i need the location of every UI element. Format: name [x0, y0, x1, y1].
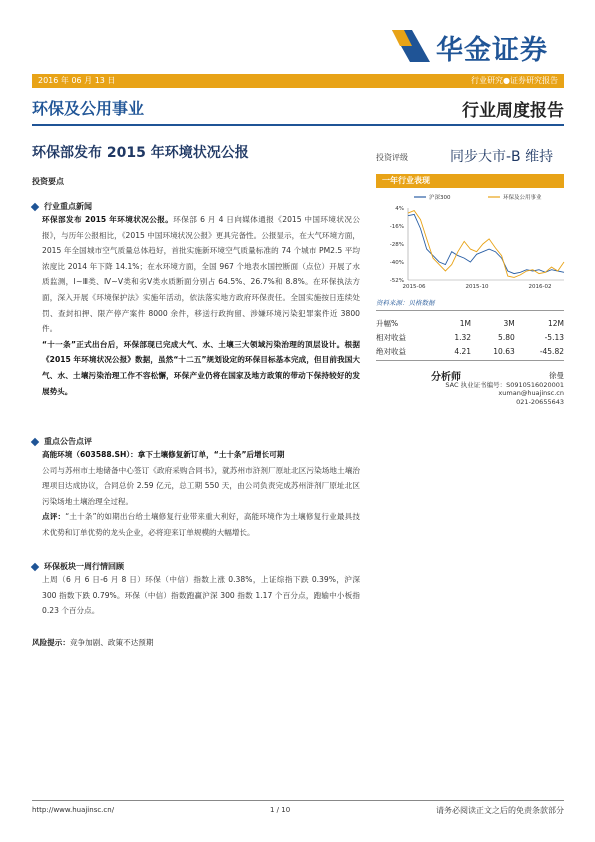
table-cell: -45.82: [539, 346, 564, 356]
table-cell: 10.63: [493, 346, 515, 356]
returns-table: [376, 316, 564, 358]
logo-mark-icon: [390, 26, 432, 64]
table-cell: 1M: [459, 318, 472, 328]
key-points-label: 投资要点: [32, 177, 64, 186]
rating-value: 同步大市-B 维持: [450, 149, 554, 165]
analyst-sac: SAC 执业证书编号：S0910516020001: [445, 381, 564, 389]
table-header-row: [376, 316, 564, 330]
section-body: [42, 447, 360, 541]
section-heading: 重点公告点评: [32, 436, 92, 447]
y-tick-label: -52%: [389, 278, 404, 284]
section-heading: 环保板块一周行情回顾: [32, 561, 124, 572]
rating-label: 投资评级: [376, 153, 408, 162]
y-tick-label: -16%: [389, 224, 404, 230]
logo-text: 华金证券: [436, 35, 548, 66]
table-cell: 4.21: [454, 346, 472, 356]
table-cell: 3M: [503, 318, 515, 328]
paragraph: 上周（6 月 6 日-6 月 8 日）环保（中信）指数上涨 0.38%，上证综指下跌 0.39%，沪深 300 指数下跌 0.79%。环保（中信）指数跑赢沪深 300 指数 1.17 个百分点，跑输中小板指 0.23 个百分点。: [42, 575, 360, 616]
diamond-bullet-icon: [31, 202, 39, 210]
table-cell: -5.13: [544, 332, 564, 342]
legend-label: 环保及公用事业: [503, 195, 542, 201]
paragraph: “十一条”正式出台后，环保部现已完成大气、水、土壤三大领域污染治理的顶层设计。根据《2015 年环境状况公报》数据，虽然“十二五”规划设定的环保目标基本完成，但目前我国大气、水、土壤污染治理工作不容松懈，环保产业仍将在国家及地方政策的带动下保持较好的发展势头。: [42, 339, 360, 396]
risk-warning: 风险提示：竞争加剧、政策不达预期: [32, 638, 154, 647]
paragraph: 点评：“土十条”的如期出台给土壤修复行业带来重大利好，高能环境作为土壤修复行业最具技术优势和订单优势的龙头企业，必将迎来订单规模的大幅增长。: [42, 512, 360, 537]
chart-source: 资料来源：贝格数据: [376, 299, 435, 307]
paragraph: 公司与苏州市土地储备中心签订《政府采购合同书》，就苏州市浒剂厂原址北区污染场地土壤治理项目达成协议，合同总价 2.59 亿元，总工期 550 天，由公司负责完成苏州浒剂厂原址北区污染场地土壤治理全过程。: [42, 465, 360, 506]
report-date: 2016 年 06 月 13 日: [38, 76, 116, 85]
analyst-label: 分析师: [431, 372, 461, 383]
footer-link[interactable]: http://www.huajinsc.cn/: [32, 806, 115, 814]
disclaimer: 请务必阅读正文之后的免责条款部分: [436, 806, 564, 815]
date-bar: [32, 74, 564, 88]
performance-chart: [374, 190, 566, 294]
table-cell: 绝对收益: [376, 346, 406, 356]
x-tick-label: 2015-06: [402, 284, 426, 290]
report-type: 行业周度报告: [462, 101, 564, 121]
page-title: 环保部发布 2015 年环境状况公报: [32, 145, 249, 161]
legend-label: 沪深300: [429, 195, 451, 201]
footer-divider: [32, 800, 564, 801]
table-cell: 升幅%: [376, 318, 399, 328]
section-heading: 行业重点新闻: [32, 201, 92, 212]
paragraph: 环保部发布 2015 年环境状况公报。环保部 6 月 4 日向媒体通报《2015 中国环境状况公报》，与历年公报相比，《2015 中国环境状况公报》更具完备性。公报显示，在大气环境方面，2015 年全国城市空气质量总体趋好，首批实施新环境空气质量标准的 74 个城市 PM2.5 平均浓度比 2014 年下降 14.1%；在水环境方面，全国 967 个地表水国控断面（点位）开展了水质监测，Ⅰ~Ⅲ类、Ⅳ~Ⅴ类和劣Ⅴ类水质断面分别占 64.5%、26.7%和 8.8%。在环保执法方面，深入开展《环境保护法》实施年活动，依法落实地方政府环保责任。全国实施按日连续处罚、查封扣押、限产停产案件 8000 余件，移送行政拘留、涉嫌环境污染犯罪案件近 3800 件。: [42, 215, 360, 334]
header-divider: [32, 124, 564, 126]
paragraph: 高能环境（603588.SH）：拿下土壤修复新订单，“土十条”后增长可期: [42, 450, 285, 459]
table-row: [376, 330, 564, 344]
y-tick-label: -28%: [389, 242, 404, 248]
x-tick-label: 2015-10: [465, 284, 489, 290]
sector-title: 环保及公用事业: [32, 99, 145, 118]
analyst-phone: 021-20655643: [516, 398, 564, 406]
breadcrumb: 行业研究●证券研究报告: [471, 76, 558, 85]
series-line: [408, 214, 564, 273]
analyst-name: 徐曼: [549, 371, 564, 380]
table-row: [376, 344, 564, 358]
section-body: [42, 212, 360, 399]
divider: [376, 310, 564, 311]
page-number: 1 / 10: [270, 806, 291, 814]
divider: [376, 360, 564, 361]
y-tick-label: 4%: [395, 206, 404, 212]
table-cell: 1.32: [454, 332, 472, 342]
table-cell: 相对收益: [376, 332, 406, 342]
performance-header: 一年行业表现: [376, 174, 564, 188]
section-body: [42, 572, 360, 619]
table-cell: 12M: [547, 318, 564, 328]
analyst-email: xuman@huajinsc.cn: [498, 389, 564, 397]
table-cell: 5.80: [498, 332, 515, 342]
x-tick-label: 2016-02: [528, 284, 552, 290]
series-line: [408, 211, 564, 278]
diamond-bullet-icon: [31, 562, 39, 570]
diamond-bullet-icon: [31, 437, 39, 445]
y-tick-label: -40%: [389, 260, 404, 266]
company-logo: [390, 26, 570, 64]
